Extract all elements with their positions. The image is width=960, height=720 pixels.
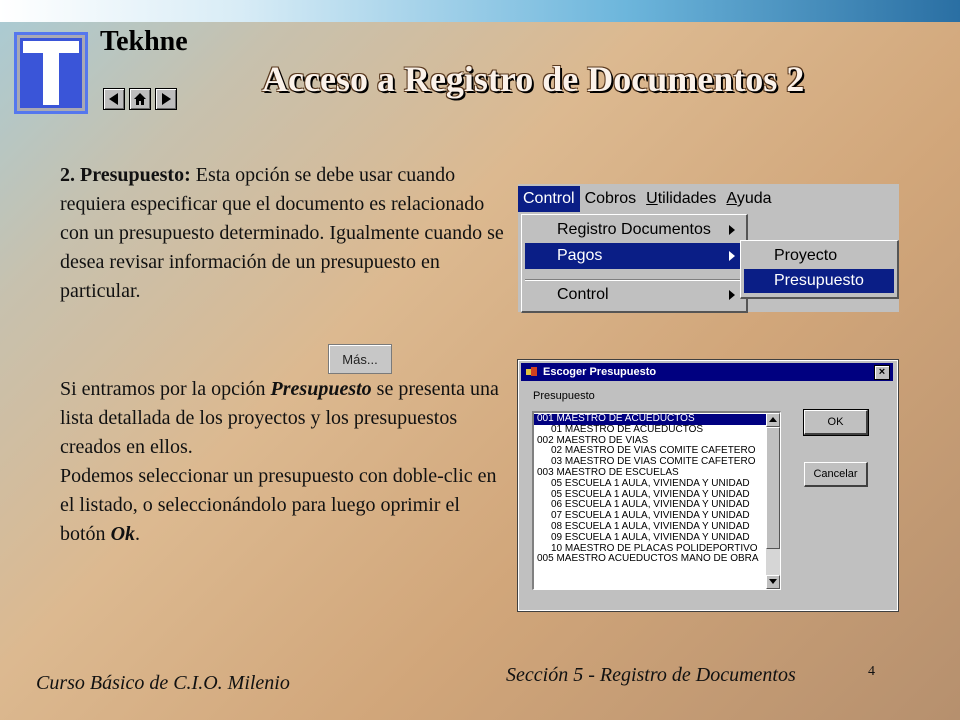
app-icon bbox=[526, 367, 538, 377]
page-title: Acceso a Registro de Documentos 2 bbox=[262, 59, 805, 99]
close-icon[interactable]: × bbox=[874, 365, 890, 380]
page-number: 4 bbox=[868, 664, 875, 679]
paragraph-text: Si entramos por la opción bbox=[60, 378, 271, 400]
menu-item-registro-documentos[interactable] bbox=[525, 217, 743, 243]
menu-item-proyecto[interactable]: Proyecto bbox=[774, 247, 838, 264]
presupuesto-label: Presupuesto bbox=[533, 390, 595, 402]
pagos-submenu bbox=[740, 240, 899, 299]
menu-item-label: Control bbox=[557, 286, 609, 303]
scroll-thumb[interactable] bbox=[766, 427, 780, 549]
menu-screenshot bbox=[518, 184, 899, 312]
menubar-item-control[interactable]: Control bbox=[518, 186, 580, 212]
presupuesto-listbox[interactable] bbox=[532, 411, 781, 590]
tekhne-logo-icon bbox=[14, 32, 88, 114]
list-item[interactable]: 07 ESCUELA 1 AULA, VIVIENDA Y UNIDAD bbox=[551, 511, 750, 522]
paragraph-text: se presenta una lista detallada de los proyectos y los presupuestos creados en ellos. bbox=[60, 378, 499, 458]
brand-name: Tekhne bbox=[100, 26, 188, 57]
menu-separator bbox=[525, 279, 741, 281]
menubar-item-utilidades[interactable]: Utilidades bbox=[646, 190, 717, 207]
list-item[interactable]: 05 ESCUELA 1 AULA, VIVIENDA Y UNIDAD bbox=[551, 478, 750, 489]
list-item[interactable]: 03 MAESTRO DE VIAS COMITÉ CAFETERO bbox=[551, 457, 756, 468]
dialog-title: Escoger Presupuesto bbox=[543, 366, 657, 378]
mas-button[interactable]: Más... bbox=[328, 344, 392, 374]
menubar-item-ayuda[interactable]: Ayuda bbox=[726, 190, 772, 207]
course-footer: Curso Básico de C.I.O. Milenio bbox=[36, 672, 290, 694]
list-item[interactable]: 002 MAESTRO DE VIAS bbox=[537, 435, 649, 446]
paragraph-text: Esta opción se debe usar cuando requiera especificar que el documento es relacionado con un presupuesto determinado. Igualmente cuando se desea revisar información de un presupuesto en particular. bbox=[60, 164, 504, 302]
control-dropdown bbox=[521, 214, 748, 313]
menu-item-pagos[interactable] bbox=[525, 243, 743, 269]
cancel-button[interactable]: Cancelar bbox=[804, 462, 868, 487]
list-item[interactable]: 003 MAESTRO DE ESCUELAS bbox=[537, 467, 679, 478]
list-item[interactable]: 02 MAESTRO DE VIAS COMITÉ CAFETERO bbox=[551, 446, 756, 457]
paragraph-text: Podemos seleccionar un presupuesto con doble-clic en el listado, o seleccionándolo para luego oprimir el botón bbox=[60, 465, 497, 545]
ok-button[interactable]: OK bbox=[804, 410, 868, 435]
menubar bbox=[518, 184, 777, 214]
paragraph-lead: 2. Presupuesto: bbox=[60, 164, 191, 186]
top-gradient-bar bbox=[0, 0, 960, 22]
list-item[interactable]: 05 ESCUELA 1 AULA, VIVIENDA Y UNIDAD bbox=[551, 489, 750, 500]
list-item[interactable]: 01 MAESTRO DE ACUEDUCTOS bbox=[551, 424, 704, 435]
list-item[interactable]: 10 MAESTRO DE PLACAS POLIDEPORTIVO bbox=[551, 543, 758, 554]
paragraph-presupuesto bbox=[60, 161, 505, 306]
paragraph-emphasis: Ok bbox=[110, 523, 136, 545]
list-item[interactable]: 06 ESCUELA 1 AULA, VIVIENDA Y UNIDAD bbox=[551, 500, 750, 511]
list-item[interactable]: 08 ESCUELA 1 AULA, VIVIENDA Y UNIDAD bbox=[551, 521, 750, 532]
menubar-item-cobros[interactable]: Cobros bbox=[584, 190, 637, 207]
list-item[interactable]: 09 ESCUELA 1 AULA, VIVIENDA Y UNIDAD bbox=[551, 532, 750, 543]
list-items bbox=[534, 414, 766, 565]
submenu-arrow-icon bbox=[729, 251, 735, 261]
submenu-arrow-icon bbox=[729, 290, 735, 300]
section-footer: Sección 5 - Registro de Documentos bbox=[506, 664, 796, 686]
menu-item-label: Pagos bbox=[557, 247, 603, 264]
scroll-up-icon[interactable] bbox=[766, 413, 780, 427]
menu-item-control[interactable] bbox=[525, 282, 743, 308]
menu-item-label: Registro Documentos bbox=[557, 221, 711, 238]
paragraph-emphasis: Presupuesto bbox=[270, 378, 372, 400]
nav-buttons bbox=[103, 88, 177, 110]
list-item[interactable]: 001 MAESTRO DE ACUEDUCTOS bbox=[534, 414, 766, 425]
listbox-scrollbar[interactable] bbox=[766, 413, 780, 589]
dialog-titlebar bbox=[521, 363, 893, 381]
next-arrow-icon[interactable] bbox=[155, 88, 177, 110]
menu-item-presupuesto[interactable]: Presupuesto bbox=[744, 269, 894, 293]
paragraph-text: . bbox=[135, 523, 141, 545]
submenu-arrow-icon bbox=[729, 225, 735, 235]
home-icon[interactable] bbox=[129, 88, 151, 110]
scroll-down-icon[interactable] bbox=[766, 575, 780, 589]
paragraph-detail bbox=[60, 375, 505, 549]
prev-arrow-icon[interactable] bbox=[103, 88, 125, 110]
escoger-presupuesto-dialog bbox=[518, 360, 898, 611]
list-item[interactable]: 005 MAESTRO ACUEDUCTOS MANO DE OBRA bbox=[537, 554, 759, 565]
